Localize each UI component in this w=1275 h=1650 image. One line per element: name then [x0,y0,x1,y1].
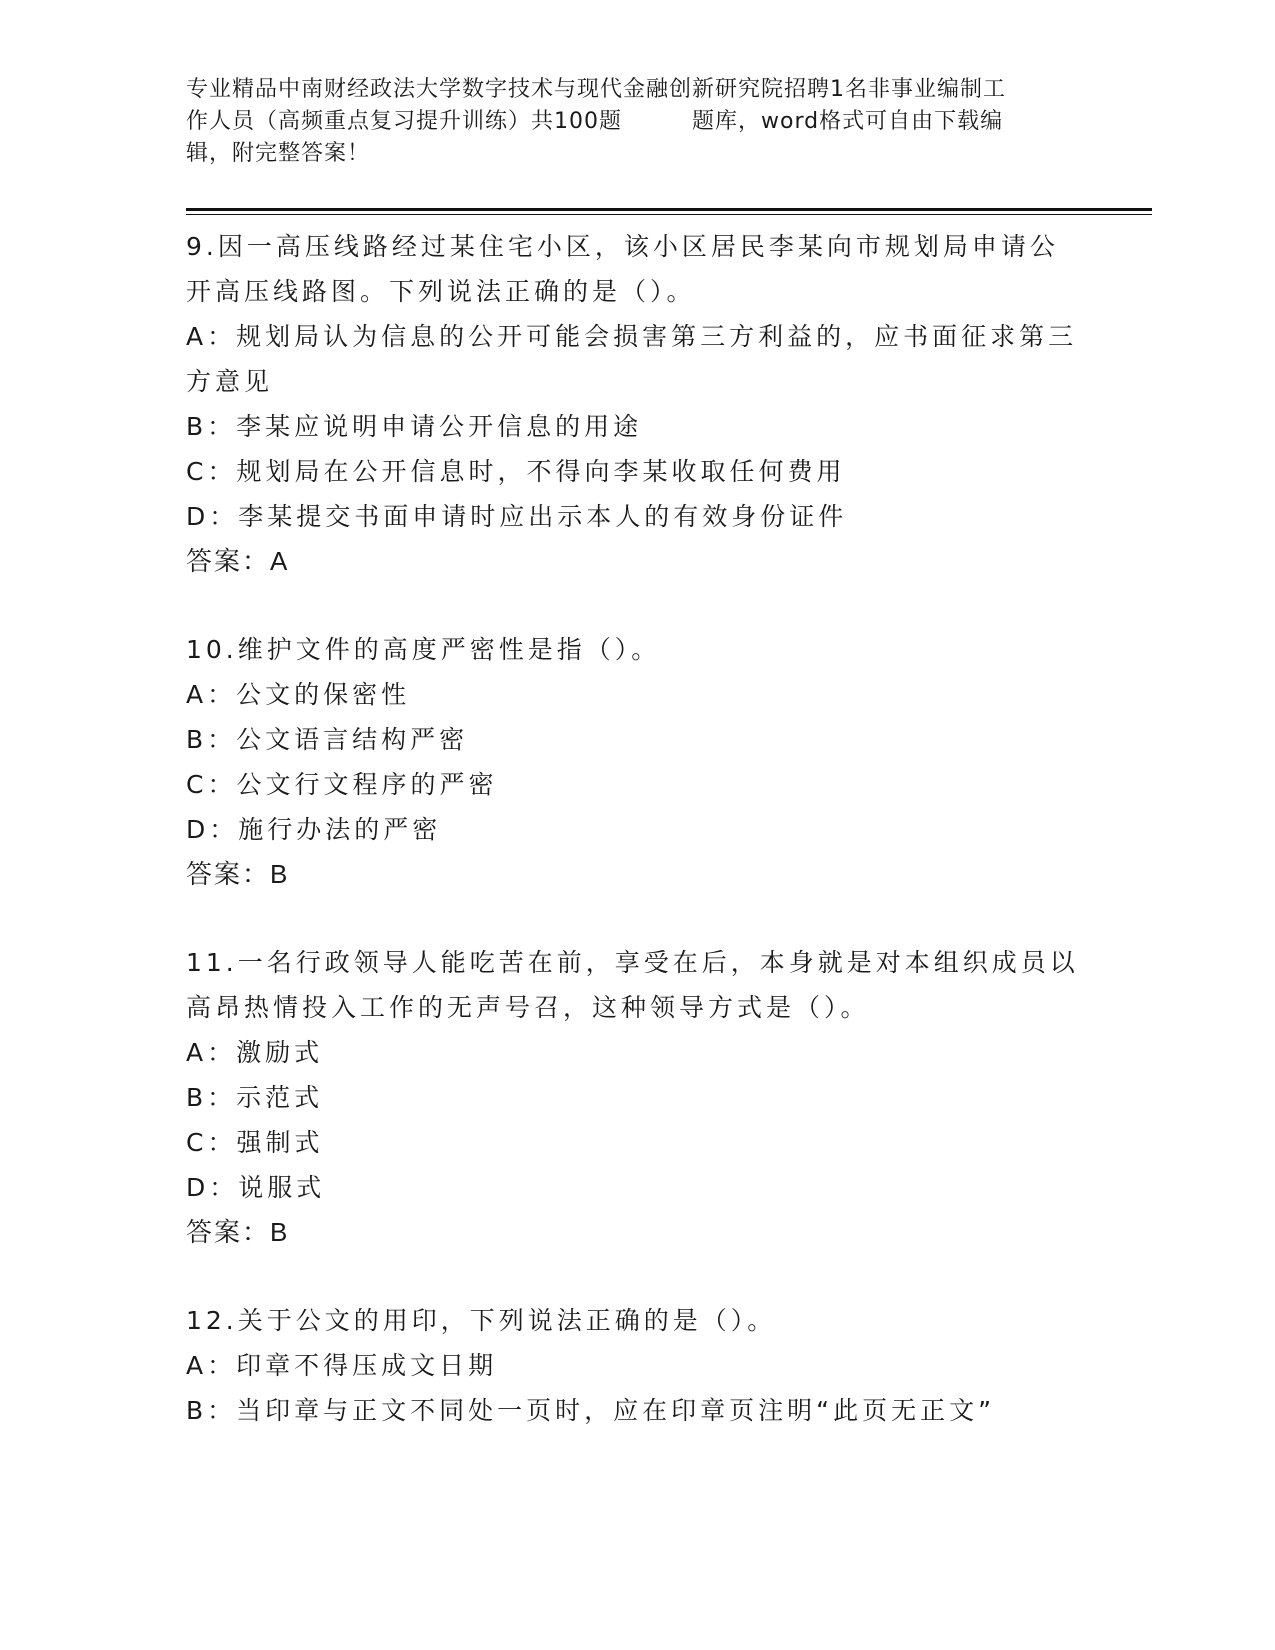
question-stem: 12.关于公文的用印，下列说法正确的是（）。 [186,1306,777,1335]
question-stem [186,940,1086,1030]
option-c: C：公文行文程序的严密 [186,770,498,799]
answer-label: 答案：B [186,1217,290,1247]
option-d: D：说服式 [186,1173,326,1202]
header-divider-thin [186,214,1152,215]
option-a [186,314,1086,404]
document-header [186,74,1086,170]
option-b: B：李某应说明申请公开信息的用途 [186,412,643,441]
question-list [186,224,1086,1476]
header-line-2 [186,106,1086,138]
header-divider-thick [186,208,1152,211]
stem-line: 11.一名行政领导人能吃苦在前，享受在后，本身就是对本组织成员以 [186,948,1079,977]
header-line-1: 专业精品中南财经政法大学数字技术与现代金融创新研究院招聘1名非事业编制工 [186,77,1006,102]
option-line: 方意见 [186,367,274,396]
question-10 [186,627,1086,897]
header-line-2-part-2: 题库，word格式可自由下载编 [692,109,1004,134]
question-11 [186,940,1086,1255]
option-a: A：公文的保密性 [186,680,411,709]
option-c: C：规划局在公开信息时，不得向李某收取任何费用 [186,457,846,486]
stem-line: 9.因一高压线路经过某住宅小区，该小区居民李某向市规划局申请公 [186,232,1059,261]
option-a: A：激励式 [186,1038,324,1067]
question-12 [186,1298,1086,1433]
option-a: A：印章不得压成文日期 [186,1351,498,1380]
header-line-3: 辑，附完整答案！ [186,141,371,166]
answer-label: 答案：A [186,546,290,576]
stem-line: 高昂热情投入工作的无声号召，这种领导方式是（）。 [186,993,870,1022]
option-d: D：施行办法的严密 [186,815,442,844]
question-stem [186,224,1086,314]
stem-line: 开高压线路图。下列说法正确的是（）。 [186,277,696,306]
answer-label: 答案：B [186,859,290,889]
option-b: B：公文语言结构严密 [186,725,469,754]
option-b: B：示范式 [186,1083,324,1112]
header-line-2-part-1: 作人员（高频重点复习提升训练）共100题 [186,109,622,134]
option-line: A：规划局认为信息的公开可能会损害第三方利益的，应书面征求第三 [186,322,1078,351]
option-c: C：强制式 [186,1128,324,1157]
option-b: B：当印章与正文不同处一页时，应在印章页注明“此页无正文” [186,1396,996,1425]
option-d: D：李某提交书面申请时应出示本人的有效身份证件 [186,502,848,531]
question-stem: 10.维护文件的高度严密性是指（）。 [186,635,661,664]
question-9 [186,224,1086,584]
